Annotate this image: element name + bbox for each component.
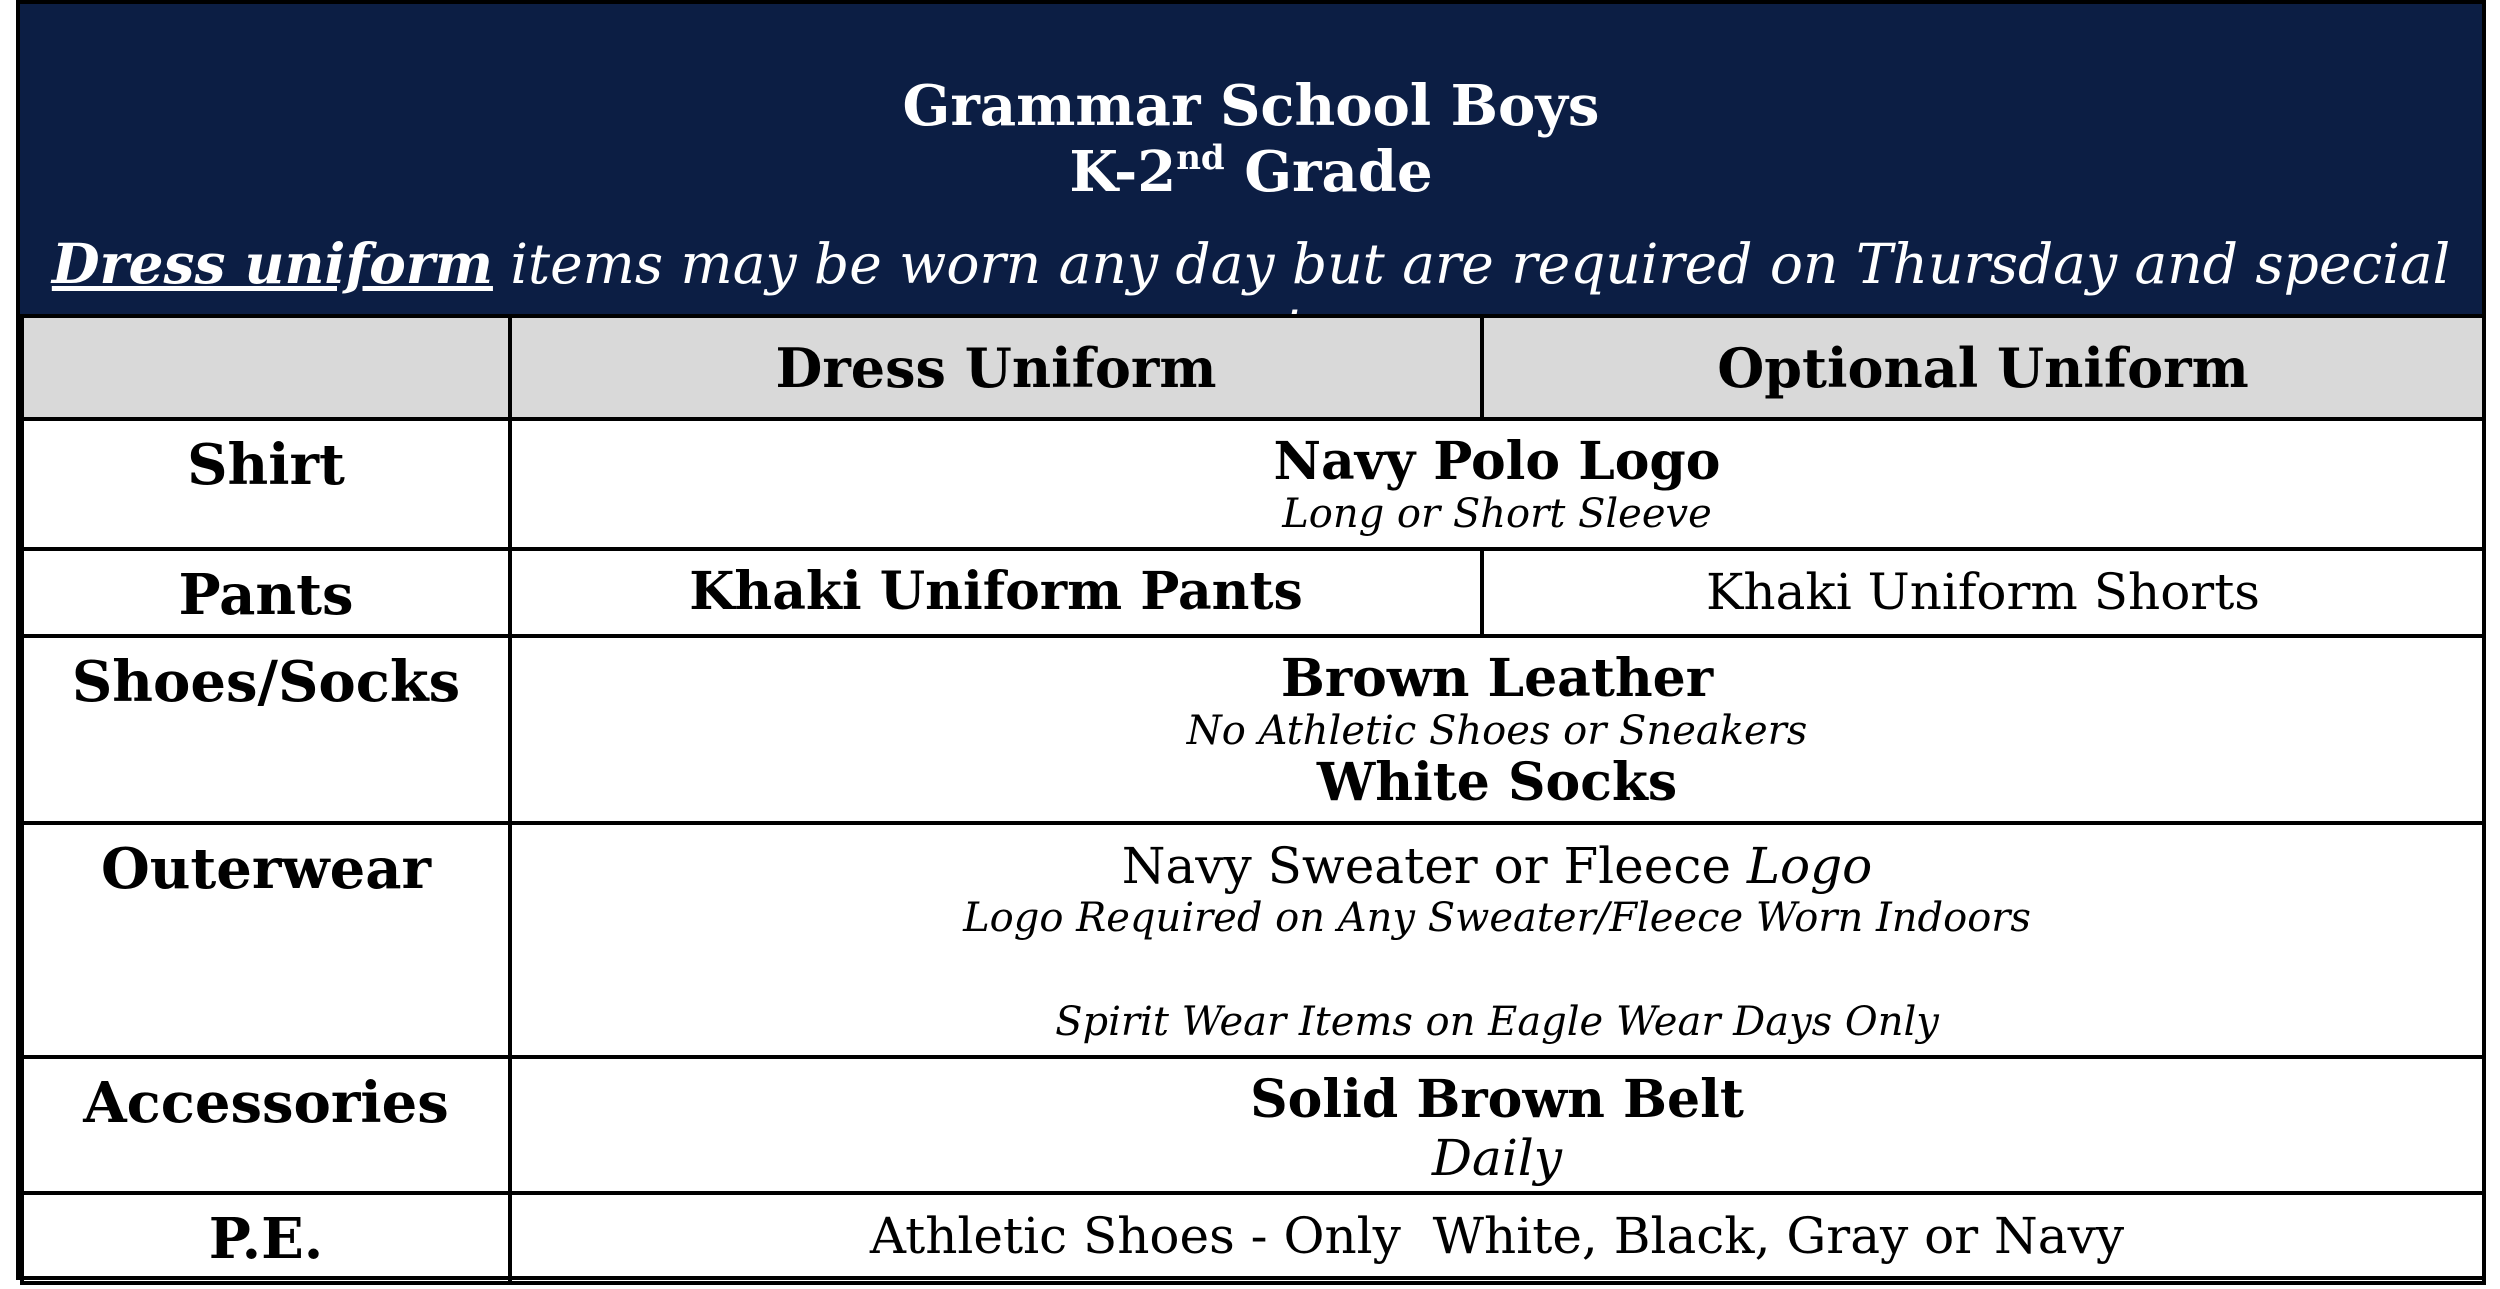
row-accessories [22,1057,2484,1193]
grade-suffix: Grade [1224,139,1433,205]
pe-cell [510,1193,2484,1283]
shirt-main: Navy Polo Logo [1273,431,1721,492]
row-outerwear [22,823,2484,1057]
pants-optional: Khaki Uniform Shorts [1706,563,2260,621]
row-label-pe: P.E. [22,1193,510,1283]
column-header-row [22,316,2484,419]
grade-subtitle [20,140,2482,204]
row-shoes-socks [22,636,2484,823]
grade-prefix: K-2 [1069,139,1177,205]
row-label-shoes-socks: Shoes/Socks [22,636,510,823]
outerwear-spirit-wear: Spirit Wear Items on Eagle Wear Days Only [1055,999,1939,1045]
page-title: Grammar School Boys [902,73,1600,139]
row-label-accessories: Accessories [22,1057,510,1193]
uniform-table [20,314,2486,1285]
row-label-shirt: Shirt [22,419,510,549]
note-emphasis: Dress uniform [51,231,493,296]
outerwear-main: Navy Sweater or Fleece Logo [1121,837,1873,895]
shirt-cell [510,419,2484,549]
column-header-dress: Dress Uniform [510,316,1482,419]
header-blank-cell [22,316,510,419]
pants-dress: Khaki Uniform Pants [689,561,1303,622]
shoes-main: Brown Leather [1280,648,1714,709]
shoes-sub: No Athletic Shoes or Sneakers [1186,708,1808,754]
row-label-outerwear: Outerwear [22,823,510,1057]
outerwear-spacer [512,941,2482,999]
row-pe [22,1193,2484,1283]
uniform-chart [16,0,2486,1280]
shoes-cell [510,636,2484,823]
row-pants [22,549,2484,636]
note-text: items may be worn any day but are required on Thursday and special [510,232,2451,296]
pants-dress-cell [510,549,1482,636]
row-shirt [22,419,2484,549]
accessories-main: Solid Brown Belt [1250,1069,1744,1130]
row-label-pants: Pants [22,549,510,636]
socks-main: White Socks [1316,752,1678,813]
outerwear-sub: Logo Required on Any Sweater/Fleece Worn Indoors [963,895,2031,941]
outerwear-cell [510,823,2484,1057]
pe-main: Athletic Shoes - Only White, Black, Gray or Navy [869,1207,2125,1265]
title-banner [20,4,2482,314]
column-header-optional: Optional Uniform [1482,316,2484,419]
grade-ordinal-suffix: nd [1176,138,1225,178]
pants-optional-cell [1482,549,2484,636]
accessories-sub: Daily [1431,1129,1563,1187]
shirt-sub: Long or Short Sleeve [1282,491,1712,537]
accessories-cell [510,1057,2484,1193]
